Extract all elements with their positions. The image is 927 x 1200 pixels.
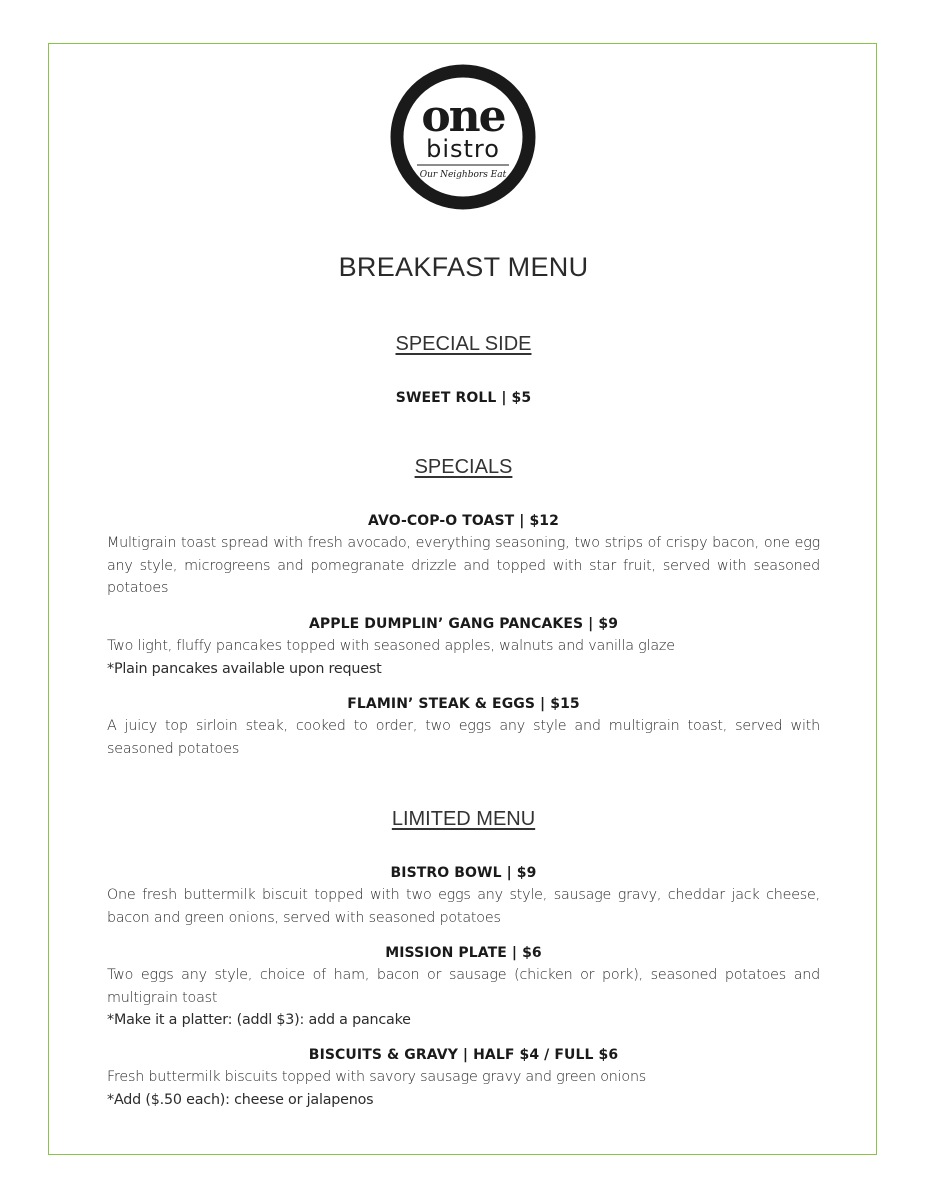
svg-text:one: one (421, 91, 505, 142)
menu-item-name: BISTRO BOWL | $9 (390, 865, 537, 881)
menu-item-bistro-bowl (107, 865, 820, 929)
page-title: BREAKFAST MENU (338, 252, 589, 282)
special-side-list (107, 390, 820, 406)
menu-item-description: Two light, fluffy pancakes topped with seasoned apples, walnuts and vanilla glaze (107, 638, 675, 654)
menu-item-note: *Make it a platter: (addl $3): add a pancake (107, 1012, 411, 1028)
menu-item-mission-plate (107, 945, 820, 1032)
menu-item-name: AVO-COP-O TOAST | $12 (368, 513, 559, 529)
svg-text:bistro: bistro (426, 135, 500, 163)
menu-item-flamin-steak-eggs (107, 696, 820, 760)
menu-item-biscuits-gravy (107, 1047, 820, 1111)
section-heading-limited-menu: LIMITED MENU (391, 808, 536, 830)
menu-item-avo-cop-o-toast (107, 513, 820, 600)
menu-item-note: *Add ($.50 each): cheese or jalapenos (107, 1091, 374, 1108)
menu-item-note: *Plain pancakes available upon request (107, 660, 382, 677)
menu-item-apple-dumplin-gang-pancakes (107, 616, 820, 680)
menu-item-name: BISCUITS & GRAVY | HALF $4 / FULL $6 (308, 1047, 619, 1063)
menu-item-description: One fresh buttermilk biscuit topped with two eggs any style, sausage gravy, cheddar jack cheese, bacon and green onions, served with seasoned potatoes (107, 887, 820, 926)
menu-item-name: APPLE DUMPLIN’ GANG PANCAKES | $9 (308, 616, 619, 632)
menu-item-description: Two eggs any style, choice of ham, bacon or sausage (chicken or pork), seasoned potatoes and multigrain toast (107, 967, 820, 1006)
section-heading-specials: SPECIALS (414, 456, 513, 478)
menu-item-name: SWEET ROLL | $5 (395, 390, 532, 406)
menu-item-name: FLAMIN’ STEAK & EGGS | $15 (347, 696, 580, 712)
menu-item-name: MISSION PLATE | $6 (385, 945, 542, 961)
menu-item-description: Multigrain toast spread with fresh avocado, everything seasoning, two strips of crispy bacon, one egg any style, microgreens and pomegranate drizzle and topped with star fruit, served with seasoned potatoes (107, 535, 820, 596)
menu-item-description: Fresh buttermilk biscuits topped with savory sausage gravy and green onions (107, 1069, 647, 1085)
svg-text:Our Neighbors Eat: Our Neighbors Eat (419, 170, 507, 180)
menu-item-description: A juicy top sirloin steak, cooked to order, two eggs any style and multigrain toast, served with seasoned potatoes (107, 718, 820, 757)
section-heading-special-side: SPECIAL SIDE (395, 333, 532, 355)
one-bistro-logo (389, 63, 537, 211)
